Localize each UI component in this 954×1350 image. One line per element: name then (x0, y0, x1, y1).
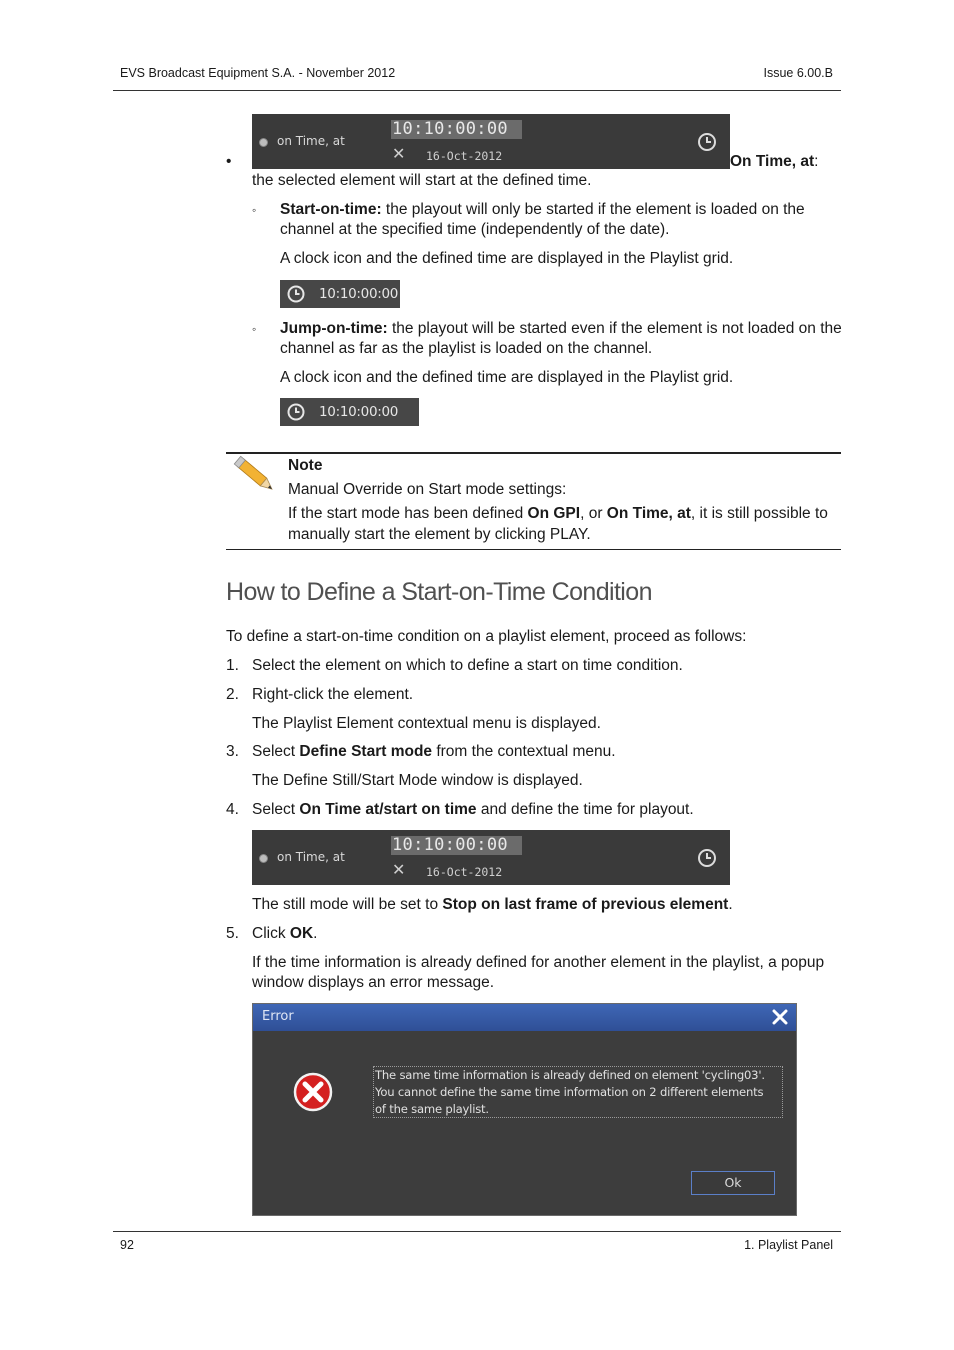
header-rule (113, 90, 841, 91)
error-title-bar (253, 1004, 796, 1031)
error-message: The same time information is already defined on element 'cycling03'. You cannot define the same time information on 2 different elements of the same playlist. (373, 1066, 783, 1118)
note-title: Note (288, 457, 323, 474)
bullet-marker: • (226, 153, 232, 170)
ontime-panel-step4 (252, 830, 730, 885)
step-result: The Define Still/Start Mode window is displayed. (252, 772, 583, 789)
step-text: Select the element on which to define a start on time condition. (252, 657, 683, 674)
step-result: The Playlist Element contextual menu is displayed. (252, 715, 601, 732)
clock-icon (286, 402, 306, 422)
clock-icon (286, 284, 306, 304)
ontime-radio[interactable] (259, 138, 268, 147)
still-mode-text: The still mode will be set to Stop on last frame of previous element. (252, 896, 733, 913)
start-on-time-note: A clock icon and the defined time are displayed in the Playlist grid. (280, 250, 734, 267)
start-on-time-line1: Start-on-time: the playout will only be started if the element is loaded on the (280, 201, 805, 218)
grid-clock-chip-start (280, 280, 400, 308)
ontime-time-field[interactable]: 10:10:00:00 (391, 120, 522, 139)
note-rule-top (226, 452, 841, 454)
step-text: Right-click the element. (252, 686, 414, 703)
ontime-radio-label: on Time, at (277, 134, 345, 148)
error-title: Error (262, 1009, 294, 1024)
step-number: 5. (226, 925, 239, 942)
step-number: 3. (226, 743, 239, 760)
step5-info-line1: If the time information is already defined for another element in the playlist, a popup (252, 954, 825, 971)
error-icon (293, 1072, 333, 1112)
bullet-continuation: the selected element will start at the defined time. (252, 172, 592, 189)
error-dialog (252, 1003, 797, 1216)
close-icon[interactable] (770, 1007, 790, 1027)
note-rule-bottom (226, 549, 841, 550)
page-number: 92 (120, 1238, 134, 1252)
header-right: Issue 6.00.B (763, 66, 833, 80)
ontime-time-field[interactable]: 10:10:00:00 (391, 836, 522, 855)
bullet-heading: On Time, at: (730, 153, 819, 170)
step5-info-line2: window displays an error message. (252, 974, 495, 991)
start-on-time-line2: channel at the specified time (independently of the date). (280, 221, 670, 238)
close-icon[interactable]: ✕ (392, 144, 406, 163)
jump-on-time-line1: Jump-on-time: the playout will be started even if the element is not loaded on the (280, 320, 842, 337)
step-text: Click OK. (252, 925, 318, 942)
ontime-radio-label: on Time, at (277, 850, 345, 864)
note-line3: manually start the element by clicking PLAY. (288, 526, 591, 543)
footer-rule (113, 1231, 841, 1232)
note-line2: If the start mode has been defined On GPI, or On Time, at, it is still possible to (288, 505, 828, 522)
note-line1: Manual Override on Start mode settings: (288, 481, 567, 498)
sub-marker-jump: ◦ (252, 322, 257, 336)
step-text: Select On Time at/start on time and define the time for playout. (252, 801, 694, 818)
clock-icon[interactable] (697, 848, 717, 868)
sub-marker-start: ◦ (252, 203, 257, 217)
pencil-icon (231, 454, 281, 500)
ontime-panel-top (252, 114, 730, 169)
ontime-date[interactable]: 16-Oct-2012 (426, 865, 503, 879)
step-number: 2. (226, 686, 239, 703)
ontime-radio[interactable] (259, 854, 268, 863)
ontime-date[interactable]: 16-Oct-2012 (426, 149, 503, 163)
intro-text: To define a start-on-time condition on a playlist element, proceed as follows: (226, 628, 747, 645)
grid-chip-time: 10:10:00:00 (319, 286, 399, 302)
grid-chip-time: 10:10:00:00 (319, 404, 399, 420)
footer-section: 1. Playlist Panel (744, 1238, 833, 1252)
clock-icon[interactable] (697, 132, 717, 152)
jump-on-time-line2: channel as far as the playlist is loaded on the channel. (280, 340, 653, 357)
grid-clock-chip-jump (280, 398, 419, 426)
header-left: EVS Broadcast Equipment S.A. - November 2012 (120, 66, 396, 80)
step-number: 4. (226, 801, 239, 818)
step-text: Select Define Start mode from the contextual menu. (252, 743, 616, 760)
section-title: How to Define a Start-on-Time Condition (226, 578, 652, 606)
jump-on-time-note: A clock icon and the defined time are displayed in the Playlist grid. (280, 369, 734, 386)
ok-button[interactable]: Ok (691, 1171, 775, 1195)
close-icon[interactable]: ✕ (392, 860, 406, 879)
step-number: 1. (226, 657, 239, 674)
